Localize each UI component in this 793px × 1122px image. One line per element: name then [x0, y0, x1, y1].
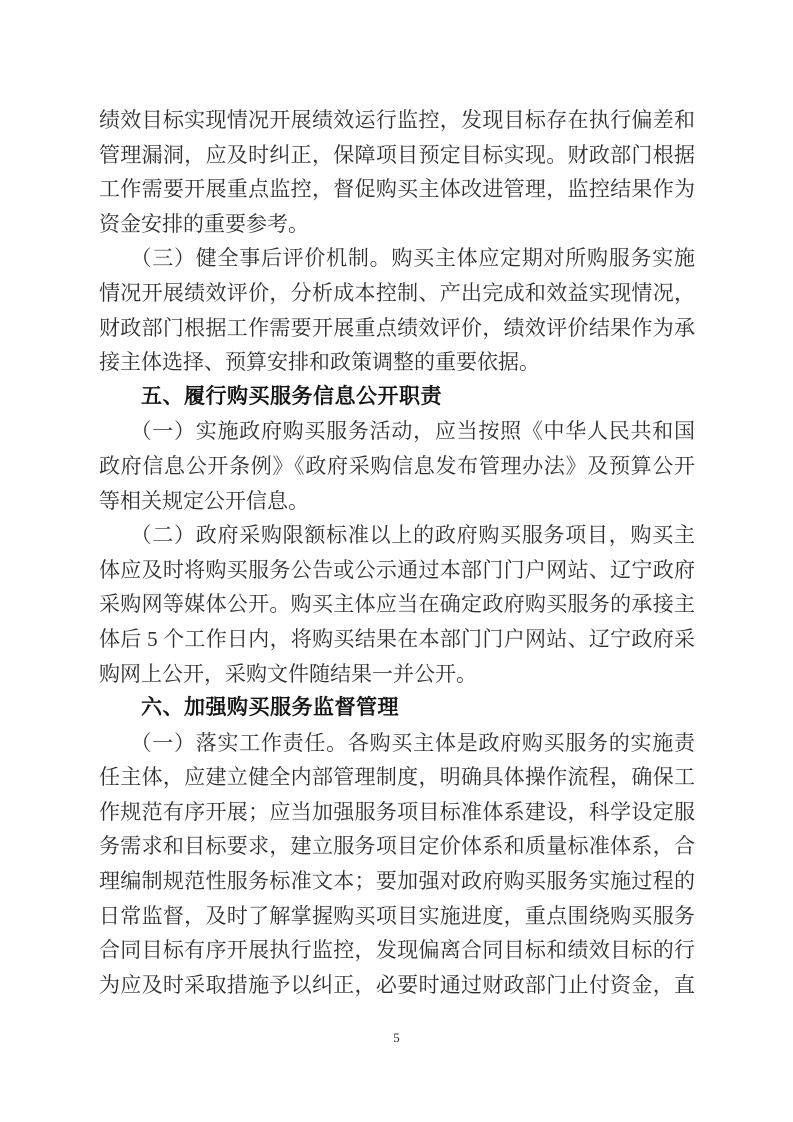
text-line: 理编制规范性服务标准文本；要加强对政府购买服务实施过程的 — [99, 869, 695, 894]
text-line: 情况开展绩效评价，分析成本控制、产出完成和效益实现情况， — [99, 280, 695, 305]
text-line: 采购网等媒体公开。购买主体应当在确定政府购买服务的承接主 — [99, 592, 695, 617]
text-line: （二）政府采购限额标准以上的政府购买服务项目，购买主 — [130, 523, 695, 548]
text-line: （一）落实工作责任。各购买主体是政府购买服务的实施责 — [130, 730, 695, 755]
text-line: 政府信息公开条例》《政府采购信息发布管理办法》及预算公开 — [99, 453, 695, 478]
text-line: 购网上公开，采购文件随结果一并公开。 — [99, 661, 477, 686]
text-line: 等相关规定公开信息。 — [99, 488, 309, 513]
text-line: 管理漏洞，应及时纠正，保障项目预定目标实现。财政部门根据 — [99, 142, 695, 167]
text-line: 工作需要开展重点监控，督促购买主体改进管理，监控结果作为 — [99, 177, 695, 202]
text-line: 绩效目标实现情况开展绩效运行监控，发现目标存在执行偏差和 — [99, 108, 695, 132]
text-line: 为应及时采取措施予以纠正，必要时通过财政部门止付资金，直 — [99, 972, 695, 997]
text-line: 资金安排的重要参考。 — [99, 211, 309, 236]
text-line: （三）健全事后评价机制。购买主体应定期对所购服务实施 — [130, 246, 695, 271]
text-line: 接主体选择、预算安排和政策调整的重要依据。 — [99, 350, 540, 375]
section-heading: 五、履行购买服务信息公开职责 — [141, 384, 442, 408]
text-line: （一）实施政府购买服务活动，应当按照《中华人民共和国 — [130, 419, 695, 444]
text-block — [99, 103, 695, 1002]
text-line: 合同目标有序开展执行监控，发现偏离合同目标和绩效目标的行 — [99, 938, 695, 963]
text-line: 财政部门根据工作需要开展重点绩效评价，绩效评价结果作为承 — [99, 315, 695, 340]
text-line: 日常监督，及时了解掌握购买项目实施进度，重点围绕购买服务 — [99, 903, 695, 928]
text-line: 体后 5 个工作日内，将购买结果在本部门门户网站、辽宁政府采 — [99, 626, 695, 651]
text-line: 体应及时将购买服务公告或公示通过本部门门户网站、辽宁政府 — [99, 557, 695, 582]
text-line: 作规范有序开展；应当加强服务项目标准体系建设，科学设定服 — [99, 799, 695, 824]
section-heading: 六、加强购买服务监督管理 — [141, 696, 399, 720]
text-line: 任主体，应建立健全内部管理制度，明确具体操作流程，确保工 — [99, 765, 695, 790]
page-number: 5 — [393, 1030, 400, 1045]
text-line: 务需求和目标要求，建立服务项目定价体系和质量标准体系，合 — [99, 834, 695, 859]
